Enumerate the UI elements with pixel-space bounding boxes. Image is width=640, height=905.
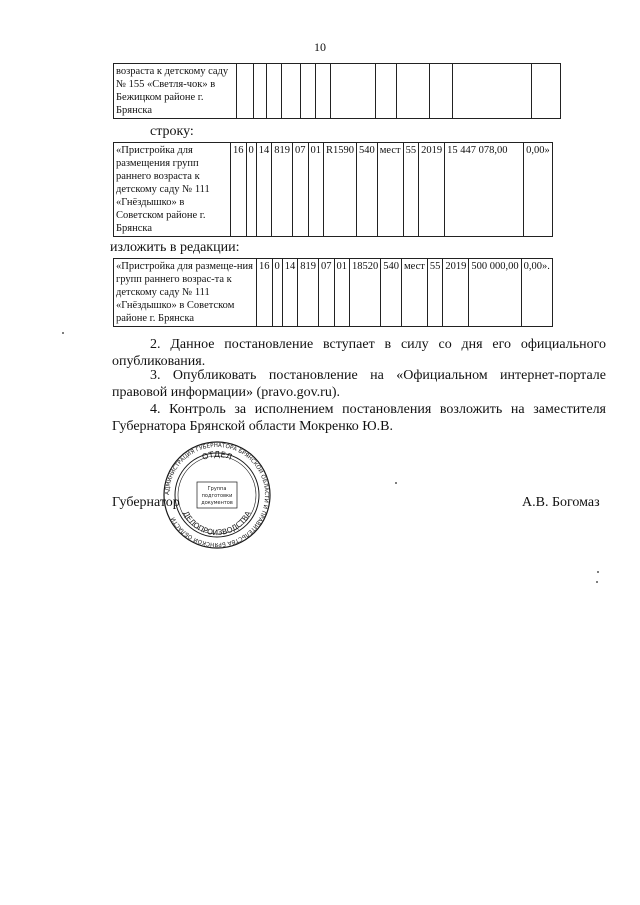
table-cell: [331, 64, 376, 119]
scan-speck: [597, 571, 599, 573]
table-new-wording: [113, 258, 553, 327]
paragraph-4: 4. Контроль за исполнением постановления возложить на заместителя Губернатора Брянской области Мокренко Ю.В.: [112, 402, 606, 434]
stamp-center-line-1: Группа: [207, 486, 227, 492]
table-cell: 07: [319, 259, 335, 327]
object-description: возраста к детскому саду № 155 «Светля-чок» в Бежицком районе г. Брянска: [114, 64, 237, 119]
stamp-center-line-2: подготовки: [201, 493, 233, 499]
table-cell: [267, 64, 282, 119]
paragraph-2: 2. Данное постановление вступает в силу со дня его официального опубликования.: [112, 337, 606, 369]
table-cell: 540: [381, 259, 402, 327]
table-cell: мест: [402, 259, 428, 327]
table-cell: [397, 64, 430, 119]
table-row: [114, 64, 561, 119]
table-cell: [453, 64, 532, 119]
table-original-row: [113, 142, 553, 237]
table-cell: 18520: [350, 259, 381, 327]
stamp-center-line-3: документов: [201, 500, 233, 506]
stamp-top-text: ОТДЕЛ: [200, 449, 234, 462]
table-cell: 15 447 078,00: [445, 143, 524, 237]
table-cell: 0: [272, 259, 282, 327]
scan-speck: [395, 482, 397, 484]
label-edit: изложить в редакции:: [110, 240, 240, 255]
signature-name: А.В. Богомаз: [522, 495, 600, 510]
table-cell: [237, 64, 254, 119]
object-description: «Пристройка для размещения групп раннего возраста к детскому саду № 111 «Гнёздышко» в Советском районе г. Брянска: [114, 143, 231, 237]
table-cell: 16: [257, 259, 273, 327]
table-cell: 2019: [443, 259, 469, 327]
table-cell: 500 000,00: [469, 259, 521, 327]
table-cell: 55: [403, 143, 419, 237]
table-cell: [254, 64, 267, 119]
table-cell: [430, 64, 453, 119]
table-cell: 0,00».: [521, 259, 552, 327]
table-cell: 07: [293, 143, 309, 237]
table-cell: [301, 64, 316, 119]
table-row: [114, 259, 553, 327]
table-cell: 01: [334, 259, 350, 327]
table-cell: [316, 64, 331, 119]
scan-speck: [596, 581, 598, 583]
table-row: [114, 143, 553, 237]
page-number: 10: [314, 40, 326, 54]
table-cell: [376, 64, 397, 119]
stamp-bottom-text: ДЕЛОПРОИЗВОДСТВА: [181, 509, 253, 538]
table-cell: 819: [272, 143, 293, 237]
label-row: строку:: [150, 124, 194, 139]
table-cell: мест: [377, 143, 403, 237]
table-cell: [282, 64, 301, 119]
table-cell: [532, 64, 561, 119]
table-continuation: [113, 63, 561, 119]
svg-text:ДЕЛОПРОИЗВОДСТВА: [181, 509, 253, 537]
scan-speck: [62, 332, 64, 334]
table-cell: 16: [231, 143, 247, 237]
table-cell: 0,00»: [524, 143, 553, 237]
table-cell: 01: [308, 143, 324, 237]
table-cell: 819: [298, 259, 319, 327]
table-cell: 55: [427, 259, 443, 327]
signature-title: Губернатор: [112, 495, 180, 510]
table-cell: 2019: [419, 143, 445, 237]
table-cell: R1590: [324, 143, 357, 237]
stamp-outer-text: АДМИНИСТРАЦИЯ ГУБЕРНАТОРА БРЯНСКОЙ ОБЛАСТИ И ПРАВИТЕЛЬСТВА БРЯНСКОЙ ОБЛАСТИ: [164, 442, 270, 548]
object-description: «Пристройка для размеще-ния групп раннего возрас-та к детскому саду № 111 «Гнёздышко» в Советском районе г. Брянска: [114, 259, 257, 327]
svg-text:ОТДЕЛ: [201, 450, 233, 462]
paragraph-3: 3. Опубликовать постановление на «Официальном интернет-портале правовой информации» (pravo.gov.ru).: [112, 368, 606, 400]
table-cell: 14: [282, 259, 298, 327]
table-cell: 0: [246, 143, 256, 237]
table-cell: 14: [256, 143, 272, 237]
table-cell: 540: [357, 143, 378, 237]
